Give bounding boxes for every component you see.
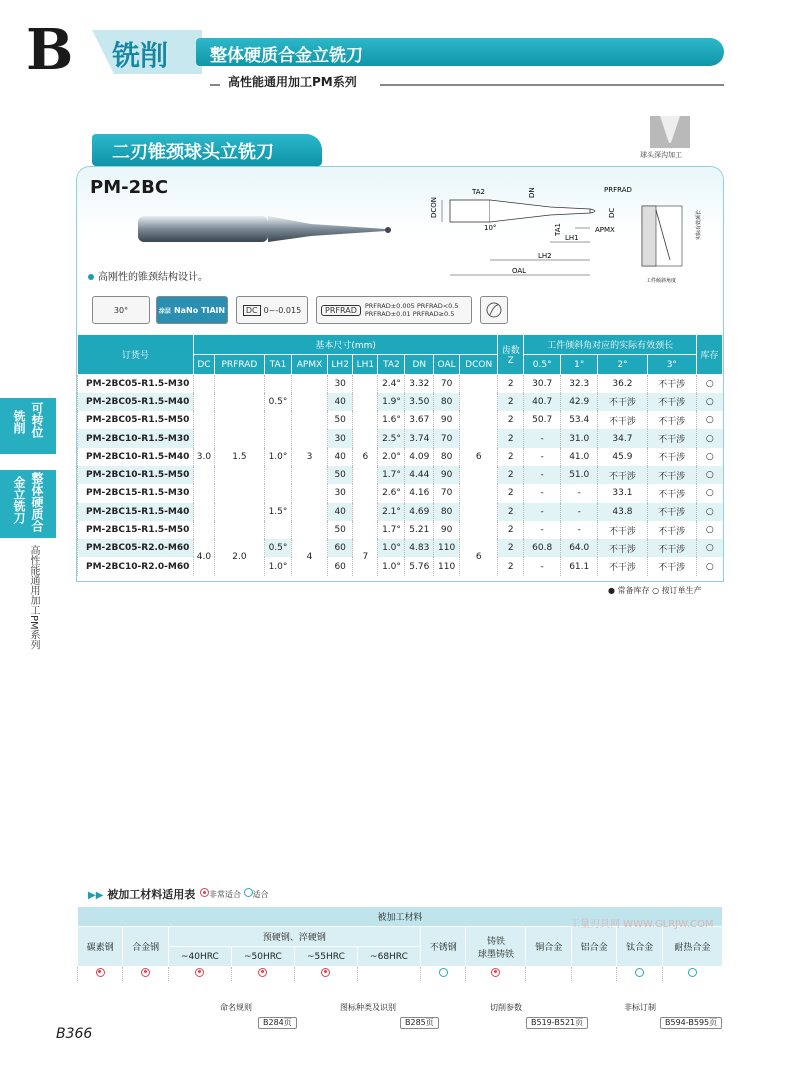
- col-40hrc: ~40HRC: [168, 947, 231, 967]
- order-no-header: 订货号: [78, 335, 194, 375]
- col-ta1: TA1: [265, 355, 292, 375]
- stock-order-icon: ○: [697, 448, 723, 466]
- effective-length-label: 实际有效颈长: [696, 209, 702, 240]
- basic-dims-header: 基本尺寸(mm): [194, 335, 498, 355]
- cutting-params-label: 切削参数: [490, 1003, 522, 1012]
- stock-order-icon: ○: [697, 557, 723, 575]
- naming-rules-label: 命名规则: [220, 1003, 252, 1012]
- suitable-icon: [244, 888, 253, 897]
- materials-title: ▶▶ 被加工材料适用表: [88, 888, 196, 901]
- material-rating: [231, 967, 294, 981]
- table-row: PM-2BC15-R1.5-M50 50 1.7° 5.21 90 2 - - 不干涉 不干涉 ○: [78, 521, 723, 539]
- page-number: B366: [56, 1026, 93, 1042]
- col-lh2: LH2: [328, 355, 353, 375]
- material-rating: [123, 967, 168, 981]
- col-copper: 铜合金: [526, 927, 571, 967]
- material-rating: [617, 967, 662, 981]
- suitable-icon: [635, 968, 644, 977]
- dn-label: DN: [528, 187, 536, 198]
- table-row: PM-2BC05-R1.5-M40 40 1.9° 3.50 80 2 40.7 42.9 不干涉 不干涉 ○: [78, 393, 723, 411]
- very-suitable-icon: [491, 968, 500, 977]
- col-angle-05: 0.5°: [524, 355, 561, 375]
- col-50hrc: ~50HRC: [231, 947, 294, 967]
- series-subtitle: 高性能通用加工PM系列: [228, 75, 357, 89]
- stock-order-icon: ○: [697, 503, 723, 521]
- naming-rules-link[interactable]: B284页: [258, 1017, 297, 1029]
- material-rating: [357, 967, 420, 981]
- watermark: 工量刃具网 WWW.GLRJW.COM: [570, 919, 714, 930]
- table-row: PM-2BC05-R1.5-M30 3.0 1.5 0.5° 3 30 6 2.4° 3.32 70 6 2 30.7 32.3 36.2 不干涉 ○: [78, 375, 723, 393]
- materials-group-header: 被加工材料: [78, 907, 723, 927]
- col-cast-iron: 铸铁 球墨铸铁: [466, 927, 526, 967]
- col-dcon: DCON: [460, 355, 498, 375]
- col-heat-resistant: 耐热合金: [662, 927, 722, 967]
- col-68hrc: ~68HRC: [357, 947, 420, 967]
- stock-order-icon: ○: [697, 484, 723, 502]
- flutes-header: 齿数 Z: [498, 335, 524, 375]
- col-alloy-steel: 合金钢: [123, 927, 168, 967]
- stock-order-icon: ○: [697, 521, 723, 539]
- oal-label: OAL: [512, 267, 527, 275]
- ta1-label: TA1: [554, 223, 562, 236]
- col-aluminum: 铝合金: [571, 927, 616, 967]
- custom-order-label: 非标订制: [624, 1003, 656, 1012]
- col-angle-2: 2°: [598, 355, 647, 375]
- dc-label: DC: [608, 207, 616, 218]
- table-row: PM-2BC15-R1.5-M30 1.5° 30 2.6° 4.16 70 2 - - 33.1 不干涉 ○: [78, 484, 723, 502]
- col-apmx: APMX: [291, 355, 327, 375]
- bullet-icon: [88, 274, 94, 280]
- side-tab-indexable[interactable]: 可转位 铣削: [0, 398, 56, 454]
- stock-order-icon: ○: [697, 411, 723, 429]
- stock-legend: ● 常备库存 ○ 按订单生产: [608, 586, 702, 595]
- col-titanium: 钛合金: [617, 927, 662, 967]
- end-mill-image: [136, 212, 401, 252]
- stock-order-icon: ○: [697, 466, 723, 484]
- table-row: PM-2BC10-R2.0-M60 1.0° 60 1.0° 5.76 110 2 - 61.1 不干涉 不干涉 ○: [78, 557, 723, 575]
- col-carbon-steel: 碳素钢: [78, 927, 123, 967]
- col-prfrad: PRFRAD: [214, 355, 264, 375]
- dcon-label: DCON: [430, 196, 438, 218]
- lh2-label: LH2: [538, 252, 552, 260]
- stock-order-icon: ○: [697, 429, 723, 447]
- material-rating: [294, 967, 357, 981]
- helix-angle-icon: 30°: [92, 296, 150, 324]
- material-rating: [526, 967, 571, 981]
- groove-machining-label: 球头深沟加工: [640, 151, 682, 159]
- stock-order-icon: ○: [697, 539, 723, 557]
- col-oal: OAL: [434, 355, 460, 375]
- suitable-icon: [688, 968, 697, 977]
- col-hardened-steel: 预硬钢、淬硬钢: [168, 927, 420, 947]
- table-row: PM-2BC10-R1.5-M50 50 1.7° 4.44 90 2 - 51.0 不干涉 不干涉 ○: [78, 466, 723, 484]
- side-tab-solid-carbide[interactable]: 整体硬质合 金立铣刀: [0, 470, 56, 538]
- tilt-angle-label: 工件倾斜角度: [646, 278, 677, 284]
- col-stainless: 不锈钢: [421, 927, 466, 967]
- col-dn: DN: [405, 355, 434, 375]
- prfrad-tolerance-icon: PRFRAD PRFRAD±0.005 PRFRAD<0.5 PRFRAD±0.01 PRFRAD≥0.5: [316, 296, 472, 324]
- table-row: PM-2BC10-R1.5-M40 40 2.0° 4.09 80 2 - 41.0 45.9 不干涉 ○: [78, 448, 723, 466]
- arrow-icon: ▶▶: [88, 890, 104, 901]
- material-rating: [466, 967, 526, 981]
- ball-nose-icon: [480, 296, 508, 324]
- col-lh1: LH1: [353, 355, 378, 375]
- dc-tolerance-icon: DC 0~-0.015: [236, 296, 308, 324]
- divider: [380, 84, 724, 86]
- col-55hrc: ~55HRC: [294, 947, 357, 967]
- custom-order-link[interactable]: B594-B595页: [660, 1017, 722, 1029]
- suitable-icon: [439, 968, 448, 977]
- product-title: 二刃锥颈球头立铣刀: [112, 142, 274, 163]
- materials-legend: 非常适合 适合: [200, 888, 269, 900]
- table-row: PM-2BC15-R1.5-M40 40 2.1° 4.69 80 2 - - 43.8 不干涉 ○: [78, 503, 723, 521]
- ta2-label: TA2: [472, 188, 485, 196]
- feature-text: 高刚性的锥颈结构设计。: [88, 268, 208, 283]
- product-model: PM-2BC: [90, 177, 169, 198]
- material-rating: [571, 967, 616, 981]
- coating-icon: 涂层 NaNo TIAlN: [156, 296, 228, 324]
- material-rating: [168, 967, 231, 981]
- table-row: PM-2BC05-R2.0-M60 4.0 2.0 0.5° 4 60 7 1.0° 4.83 110 6 2 60.8 64.0 不干涉 不干涉 ○: [78, 539, 723, 557]
- material-rating: [421, 967, 466, 981]
- very-suitable-icon: [96, 968, 105, 977]
- stock-order-icon: ○: [697, 375, 723, 393]
- effective-length-header: 工件倾斜角对应的实际有效颈长: [524, 335, 697, 355]
- apmx-label: APMX: [595, 226, 615, 234]
- section-letter: B: [26, 17, 74, 83]
- spec-table: [77, 334, 723, 576]
- groove-machining-image: [650, 116, 690, 148]
- section-title: 铣削: [112, 39, 169, 72]
- materials-ratings-row: [78, 967, 723, 981]
- material-rating: [78, 967, 123, 981]
- col-angle-3: 3°: [647, 355, 696, 375]
- material-rating: [662, 967, 722, 981]
- icon-guide-label: 图标种类及识别: [340, 1003, 396, 1012]
- cutting-params-link[interactable]: B519-B521页: [526, 1017, 588, 1029]
- stock-order-icon: ○: [697, 393, 723, 411]
- very-suitable-icon: [200, 888, 209, 897]
- very-suitable-icon: [258, 968, 267, 977]
- table-row: PM-2BC05-R1.5-M50 50 1.6° 3.67 90 2 50.7 53.4 不干涉 不干涉 ○: [78, 411, 723, 429]
- col-ta2: TA2: [378, 355, 405, 375]
- very-suitable-icon: [195, 968, 204, 977]
- dimension-diagram: [420, 180, 720, 294]
- icon-guide-link[interactable]: B285页: [400, 1017, 439, 1029]
- col-dc: DC: [194, 355, 215, 375]
- prfrad-label: PRFRAD: [604, 186, 632, 194]
- category-title: 整体硬质合金立铣刀: [210, 46, 363, 66]
- table-row: PM-2BC10-R1.5-M30 1.0° 30 2.5° 3.74 70 2 - 31.0 34.7 不干涉 ○: [78, 429, 723, 447]
- divider: [210, 84, 220, 86]
- stock-header: 库存: [697, 335, 723, 375]
- angle-label: 10°: [484, 224, 497, 232]
- very-suitable-icon: [321, 968, 330, 977]
- lh1-label: LH1: [565, 234, 579, 242]
- col-angle-1: 1°: [561, 355, 598, 375]
- side-tab-pm-series[interactable]: 高性能通用加工PM系列: [28, 545, 39, 650]
- very-suitable-icon: [141, 968, 150, 977]
